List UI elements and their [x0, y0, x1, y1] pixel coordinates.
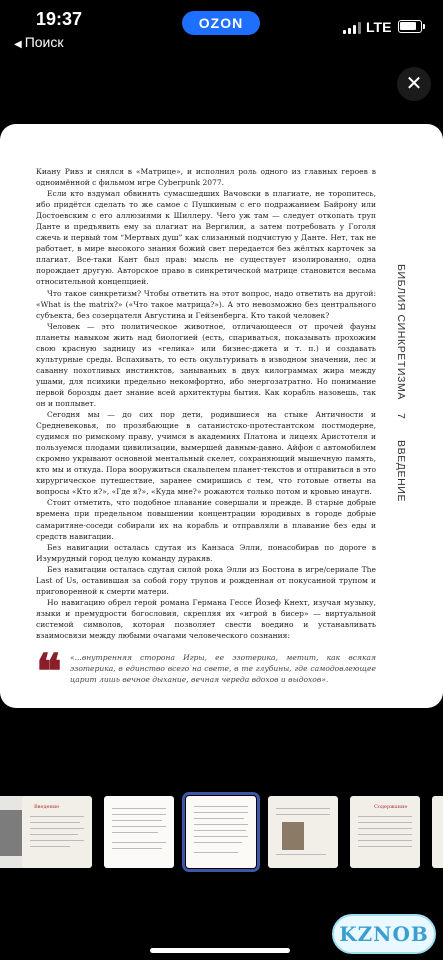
- page-thumbnail-strip[interactable]: [0, 796, 443, 868]
- paragraph: Сегодня мы — до сих пор дети, родившиеся на стыке Античности и Средневековья, по прозябающие в сатанистско-протестантском постмодерне, судимся по римскому праву, учимся в академиях Платона и лицеях Аристотеля и пользуемся плодами цивилизации, вымершей давным-давно. Айфон с автомобилем скромно укрывают основной ментальный скелет, сохраняющий мышечную память, кто мы и откуда. Пора вооружиться скальпелем планет-текстов и отправиться в это хирургическое путешествие, заранее смиришись с тем, что готовые ответы на вопросы «Кто я?», «Где я?», «Куда мне?» рожаются только потом и кровью инаугн.: [36, 410, 376, 497]
- status-bar: [0, 0, 443, 34]
- paragraph: Но навигацию обрел герой романа Германа Гессе Йозеф Кнехт, изучая музыку, языки и премудрости богословия, скрепляя их «игрой в бисер» — виртуальной системой символов, которая позволяет свести воедино и устанавливать взаимосвязи между любыми очагами человеческого сознания:: [36, 597, 376, 640]
- thumbnail-line: [112, 832, 158, 833]
- home-indicator[interactable]: [150, 948, 290, 953]
- thumbnail-line: [194, 842, 242, 843]
- page-thumbnail[interactable]: [432, 796, 443, 868]
- page-thumbnail-current[interactable]: [186, 796, 256, 868]
- battery-icon: [398, 20, 422, 33]
- thumbnail-heading: Введение: [34, 804, 60, 810]
- thumbnail-line: [112, 848, 162, 849]
- paragraph: Стоит отметить, что подобное плавание совершали и прежде. В старые добрые времена при предельном повышении концентрации юродивых в городе добрые самаритяне-соседи собирали их на корабль и отправляли в плавание без еды и средств навигации.: [36, 498, 376, 541]
- page-thumbnail[interactable]: [350, 796, 420, 868]
- close-button[interactable]: [397, 67, 431, 101]
- thumbnail-line: [30, 828, 84, 829]
- running-title: БИБЛИЯ СИНКРЕТИЗМА: [395, 264, 407, 400]
- thumbnail-line: [276, 808, 330, 809]
- network-type-label: LTE: [366, 19, 392, 35]
- section-title: ВВЕДЕНИЕ: [395, 440, 407, 503]
- thumbnail-line: [276, 854, 326, 855]
- thumbnail-heading: Содержание: [374, 804, 408, 810]
- page-thumbnail[interactable]: [268, 796, 338, 868]
- running-head: [389, 264, 413, 594]
- close-icon: ✕: [405, 73, 423, 95]
- thumbnail-line: [30, 816, 84, 817]
- quote-text: «...внутренняя сторона Игры, ее эзотерика, метит, как всякая эзотерика, в единство всего на свете, в те глубины, где самодовлеющее царит лишь вечное дыхание, вечная череда вдохов и выдохов».: [70, 653, 376, 685]
- thumbnail-line: [112, 814, 166, 815]
- thumbnail-line: [112, 826, 166, 827]
- thumbnail-line: [194, 852, 238, 853]
- paragraph: Что такое синкретизм? Чтобы ответить на этот вопрос, надо ответить на другой: «What is the matrix?» («Что такое матрица?»). А это невозможно без центрального субъекта, без созерцателя Августина и Гейзенберга. Кто такой человек?: [36, 288, 376, 320]
- triangle-left-icon: ◀: [14, 39, 22, 50]
- epigraph-quote: [36, 644, 376, 701]
- thumbnail-line: [30, 840, 84, 841]
- thumbnail-line: [276, 814, 330, 815]
- thumbnail-line: [30, 834, 78, 835]
- quote-mark-icon: ❝: [36, 644, 62, 701]
- thumbnail-line: [112, 820, 162, 821]
- page-thumbnail[interactable]: [22, 796, 92, 868]
- thumbnail-line: [194, 836, 248, 837]
- thumbnail-line: [194, 812, 248, 813]
- battery-level-fill: [400, 22, 416, 30]
- thumbnail-line: [30, 846, 70, 847]
- thumbnail-line: [112, 842, 166, 843]
- back-to-search-link[interactable]: [14, 34, 64, 50]
- cellular-signal-icon: [343, 22, 361, 34]
- thumbnail-line: [358, 834, 412, 835]
- thumbnail-line: [194, 818, 244, 819]
- paragraph: Киану Ривз и снялся в «Матрице», и исполнил роль одного из главных героев в одноимённой с фильмом игре Cyberpunk 2077.: [36, 167, 376, 188]
- paragraph: Если кто вздумал обвинять сумасшедших Вачовски в плагиате, не торопитесь, ибо придётся сделать то же самое с Пушкиным с его подражанием Байрону или Достоевским с его аллюзиями к Шиллеру. Чего уж там — следует откопать труп Данте и предъявить ему за плагиат на Вергилия, а затем потребовать у Гоголя сжечь и первый том “Мертвых душ” как слизанный подчистую у Данте. Нет, так не работает, в мире высокого знания божий свет передается без жёлтых карточек за плагиат. Все-таки Кант был прав: мысль не существует изолированно, одна порождает другую. Авторское право в синкретической матрице становится весьма относительной концепцией.: [36, 189, 376, 287]
- thumbnail-line: [358, 822, 412, 823]
- thumbnail-line: [30, 822, 80, 823]
- thumbnail-line: [358, 816, 412, 817]
- paragraph: Без навигации осталась сдутая силой рока Элли из Бостона в игре/сериале The Last of Us, оставившая за собой гору трупов и рожденная от покусанной трупом и приговоренной к смерти матери.: [36, 564, 376, 596]
- back-link-label: Поиск: [24, 34, 64, 50]
- thumbnail-line: [358, 828, 412, 829]
- paragraph: Без навигации осталась сдутая из Канзаса Элли, понасобирав по дороге в Изумрудный город целую команду дуракяв.: [36, 542, 376, 563]
- status-time: 19:37: [36, 9, 83, 29]
- thumbnail-line: [358, 840, 412, 841]
- page-thumbnail[interactable]: [104, 796, 174, 868]
- paragraph: Человек — это политическое животное, отличающееся от прочей фауны планеты навыком жить над биологией (есть, спариваться, показывать прохожим свою красную задницу из «гелика» или бизнес-джета и т. п.) и создавать культурные среды. Вспахивать, то есть окультуривать в изводном значении, лес и саванну похотливых инстинктов, занываньих в двух килограммах жира между ушами, для психики предельно некомфортно, ибо энергозатратно. Но понимание первой борозды дает знание всей архитектуры бытия. Как корабль назовешь, так он и поплывет.: [36, 321, 376, 408]
- book-page-preview[interactable]: [0, 124, 443, 708]
- page-number: 7: [395, 413, 407, 420]
- ozon-app-badge[interactable]: OZON: [182, 11, 260, 35]
- thumbnail-line: [194, 824, 248, 825]
- watermark-logo: KZNOB: [332, 914, 436, 954]
- thumbnail-line: [194, 806, 248, 807]
- thumbnail-line: [194, 830, 246, 831]
- thumbnail-line: [112, 808, 166, 809]
- thumbnail-image: [282, 822, 304, 850]
- book-page-text: [36, 166, 376, 701]
- thumbnail-line: [358, 846, 412, 847]
- battery-nub: [423, 24, 425, 29]
